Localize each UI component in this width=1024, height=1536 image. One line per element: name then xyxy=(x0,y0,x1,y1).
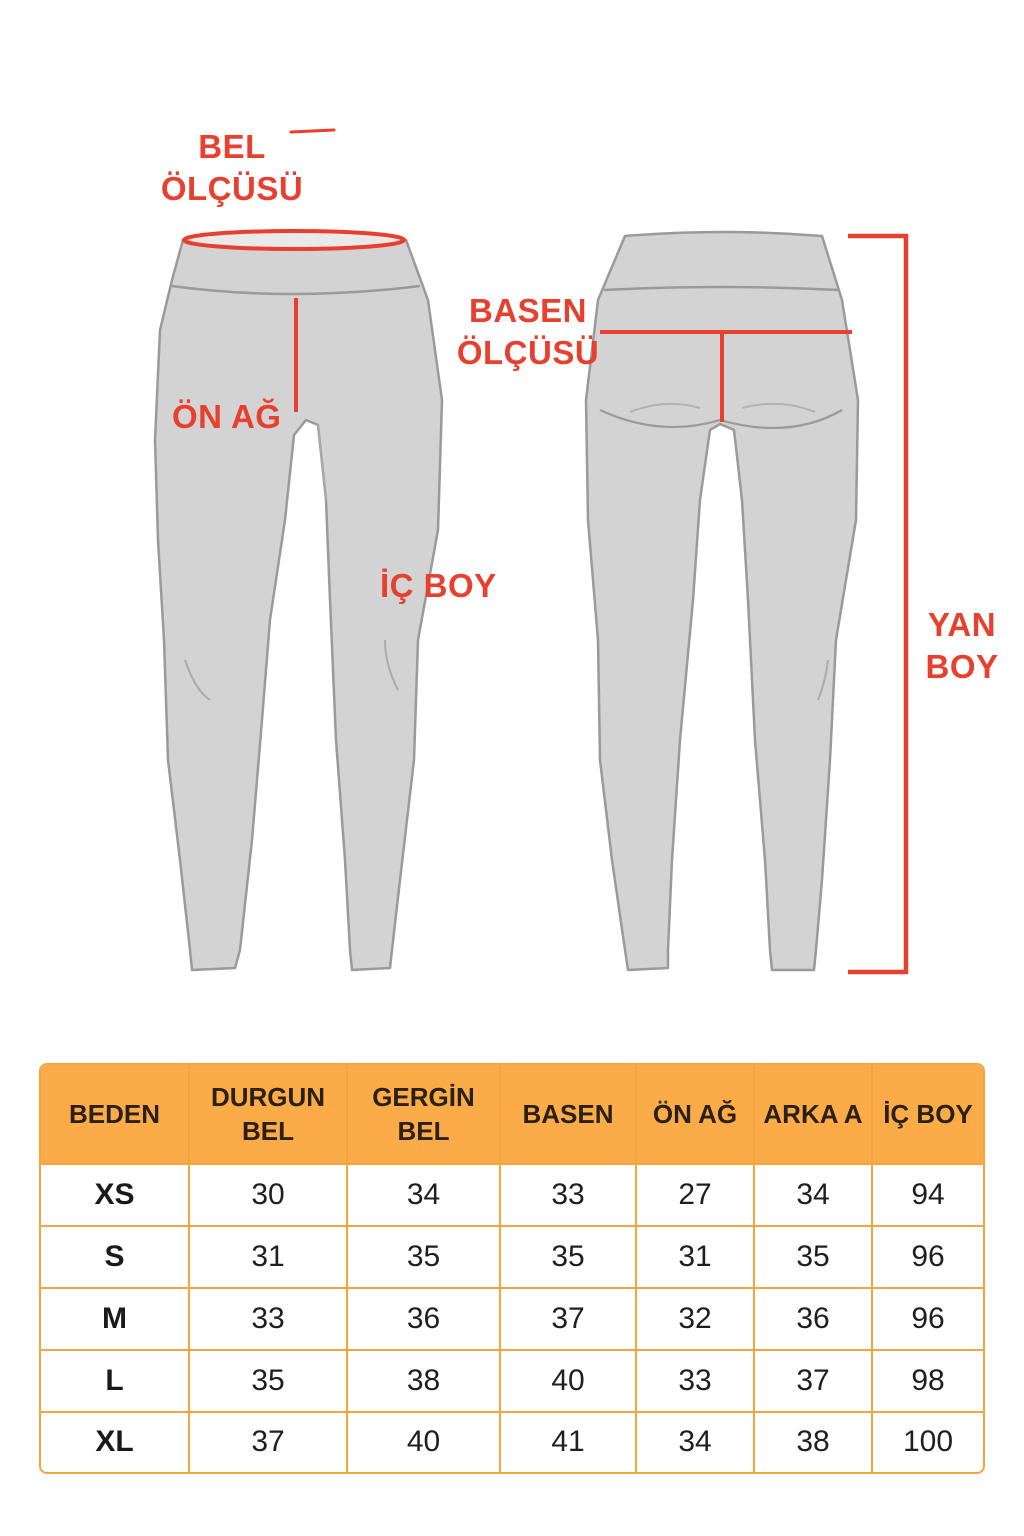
size-cell: S xyxy=(41,1226,189,1288)
measurement-cell: 27 xyxy=(636,1164,754,1226)
inseam-label: İÇ BOY xyxy=(380,567,497,604)
measurement-cell: 35 xyxy=(189,1350,347,1412)
measurement-cell: 33 xyxy=(189,1288,347,1350)
measurement-cell: 32 xyxy=(636,1288,754,1350)
measurement-cell: 38 xyxy=(754,1412,872,1472)
header-cell: ÖN AĞ xyxy=(636,1065,754,1164)
header-cell: GERGİN BEL xyxy=(347,1065,500,1164)
measurement-cell: 100 xyxy=(902,1425,954,1459)
size-table-body xyxy=(41,1164,983,1472)
header-cell: DURGUN BEL xyxy=(189,1065,347,1164)
measurement-cell: 33 xyxy=(500,1164,636,1226)
waist-label-line2: ÖLÇÜSÜ xyxy=(160,170,304,207)
header-cell: İÇ BOY xyxy=(872,1065,983,1164)
size-cell: L xyxy=(41,1350,189,1412)
hip-label-line2: ÖLÇÜSÜ xyxy=(456,334,600,371)
outseam-label-line1: YAN xyxy=(927,606,997,643)
measurement-cell: 96 xyxy=(872,1226,983,1288)
front-rise-label: ÖN AĞ xyxy=(172,398,282,435)
table-row xyxy=(41,1226,983,1288)
table-row xyxy=(41,1412,983,1472)
measurement-cell: 35 xyxy=(347,1226,500,1288)
measurement-cell: 34 xyxy=(347,1164,500,1226)
header-cell: ARKA A xyxy=(754,1065,872,1164)
measurement-cell: 31 xyxy=(636,1226,754,1288)
size-table-header-row xyxy=(41,1065,983,1164)
size-cell: XS xyxy=(41,1164,189,1226)
measurement-cell: 37 xyxy=(754,1350,872,1412)
header-cell: BEDEN xyxy=(41,1065,189,1164)
back-leggings-illustration xyxy=(586,232,906,972)
measurement-cell: 35 xyxy=(500,1226,636,1288)
hip-measure-label xyxy=(452,290,604,374)
measurement-cell: 34 xyxy=(754,1164,872,1226)
measurement-cell: 35 xyxy=(754,1226,872,1288)
measurement-cell: 34 xyxy=(636,1412,754,1472)
size-cell: M xyxy=(41,1288,189,1350)
measurement-cell: 37 xyxy=(189,1412,347,1472)
measurement-cell: 40 xyxy=(347,1412,500,1472)
measurement-cell: 98 xyxy=(872,1350,983,1412)
table-row xyxy=(41,1350,983,1412)
waist-measure-line xyxy=(184,231,404,249)
front-leggings-illustration xyxy=(155,130,442,970)
outseam-label xyxy=(920,604,1004,688)
waist-label-line1: BEL xyxy=(198,128,266,165)
outseam-length-bracket xyxy=(848,236,906,972)
size-chart-table xyxy=(39,1063,985,1474)
table-row xyxy=(41,1164,983,1226)
measurement-cell: 36 xyxy=(347,1288,500,1350)
measurement-cell: 30 xyxy=(189,1164,347,1226)
measurement-cell: 40 xyxy=(500,1350,636,1412)
measurement-cell: 94 xyxy=(872,1164,983,1226)
header-cell: BASEN xyxy=(500,1065,636,1164)
measurement-cell: 33 xyxy=(636,1350,754,1412)
measurement-cell: 41 xyxy=(500,1412,636,1472)
measurement-cell: 96 xyxy=(872,1288,983,1350)
measurement-cell: 36 xyxy=(754,1288,872,1350)
measurement-cell: 38 xyxy=(347,1350,500,1412)
waist-measure-label xyxy=(154,126,310,210)
size-cell: XL xyxy=(41,1412,189,1472)
measurement-cell: 37 xyxy=(500,1288,636,1350)
hip-label-line1: BASEN xyxy=(468,292,588,329)
table-row xyxy=(41,1288,983,1350)
outseam-label-line2: BOY xyxy=(925,648,999,685)
measurement-cell: 31 xyxy=(189,1226,347,1288)
